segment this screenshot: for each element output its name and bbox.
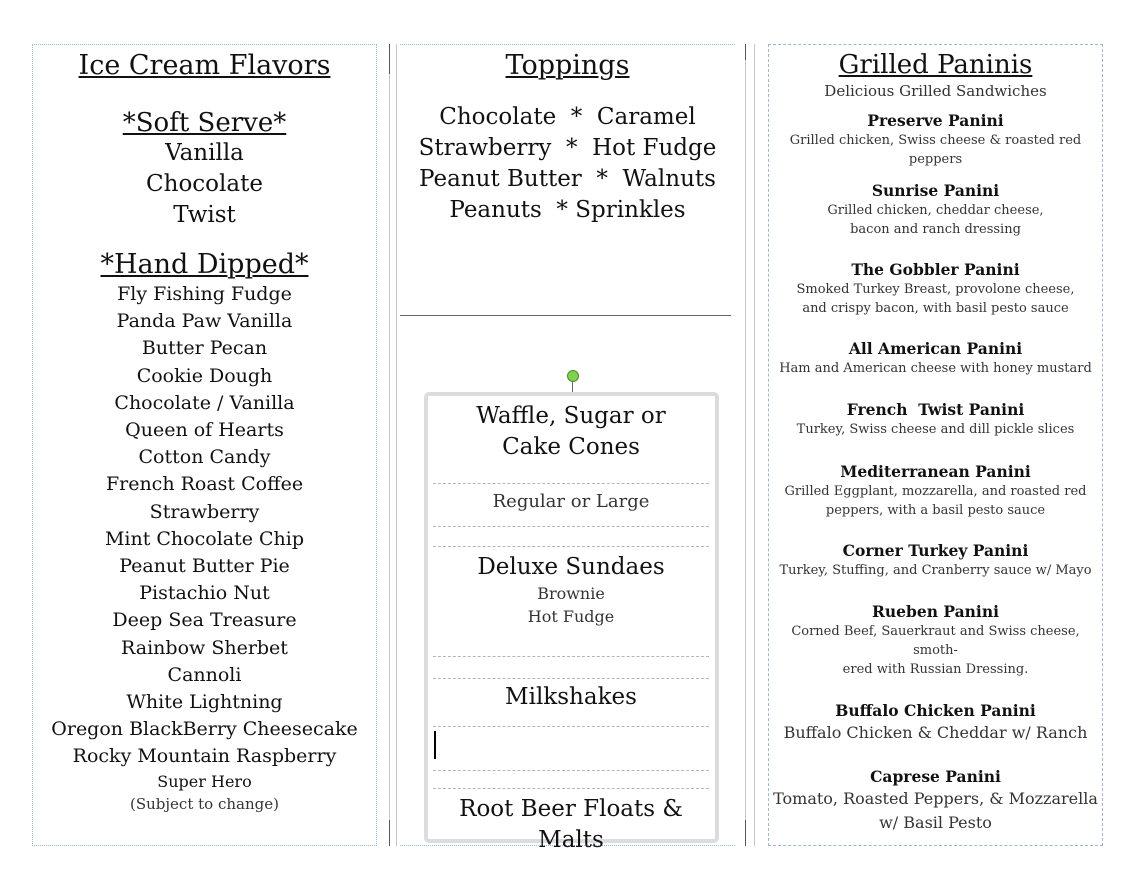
toppings-column <box>400 50 735 226</box>
panini-item <box>768 400 1103 439</box>
soft-serve-list <box>32 138 377 231</box>
ice-cream-column <box>32 50 377 815</box>
toppings-title: Toppings <box>505 50 630 81</box>
guide-line-right-c <box>745 820 746 846</box>
guide-line-right-d <box>754 44 755 846</box>
panini-desc: Grilled chicken, cheddar cheese, <box>827 203 1044 218</box>
panini-desc: Grilled Eggplant, mozzarella, and roasted red <box>784 484 1087 499</box>
panini-item <box>768 339 1103 378</box>
cones-section <box>433 401 709 463</box>
flavor-item: French Roast Coffee <box>105 473 304 496</box>
panini-desc: and crispy bacon, with basil pesto sauce <box>802 301 1069 316</box>
flavor-item: Oregon BlackBerry Cheesecake <box>51 718 358 741</box>
paninis-title: Grilled Paninis <box>838 50 1033 80</box>
panini-desc: peppers, with a basil pesto sauce <box>825 503 1046 518</box>
hand-dipped-heading: *Hand Dipped* <box>100 249 309 280</box>
box-divider <box>433 546 709 547</box>
panini-item <box>768 111 1103 169</box>
flavor-item: Deep Sea Treasure <box>112 609 297 632</box>
flavor-item: Strawberry <box>149 500 260 523</box>
guide-line-left-c <box>389 820 390 846</box>
panini-desc: Turkey, Stuffing, and Cranberry sauce w/ Mayo <box>779 563 1092 578</box>
sundaes-section <box>433 552 709 628</box>
flavor-item: Queen of Hearts <box>125 419 284 442</box>
guide-line-left-d <box>396 44 397 846</box>
sundaes-title: Deluxe Sundaes <box>477 554 665 580</box>
guide-line-left-a <box>389 44 390 74</box>
panini-name: Preserve Panini <box>867 111 1004 130</box>
flavor-item: Rocky Mountain Raspberry <box>72 745 337 768</box>
panini-item <box>768 701 1103 745</box>
soft-serve-heading: *Soft Serve* <box>122 108 287 138</box>
panini-desc: Ham and American cheese with honey mustard <box>779 361 1092 376</box>
panini-name: Corner Turkey Panini <box>842 541 1029 560</box>
guide-line-right-b <box>745 60 746 846</box>
ice-cream-title: Ice Cream Flavors <box>78 50 331 81</box>
soft-serve-item: Chocolate <box>146 171 263 197</box>
flavor-item: White Lightning <box>126 691 283 714</box>
topping-line: Chocolate * Caramel <box>439 104 696 130</box>
flavor-item: Panda Paw Vanilla <box>116 310 293 333</box>
panini-name: All American Panini <box>848 339 1023 358</box>
sundae-item: Brownie <box>537 584 605 603</box>
panini-item <box>768 541 1103 580</box>
topping-line: Strawberry * Hot Fudge <box>418 135 717 161</box>
panini-desc: Grilled chicken, Swiss cheese & roasted red peppers <box>789 133 1082 167</box>
box-divider <box>433 726 709 727</box>
guide-line-left-b <box>389 74 390 846</box>
soft-serve-item: Twist <box>173 202 236 228</box>
rotate-handle[interactable] <box>567 370 579 382</box>
flavor-item: Fly Fishing Fudge <box>117 283 292 305</box>
panini-name: Caprese Panini <box>870 767 1001 786</box>
flavor-item: Rainbow Sherbet <box>121 636 288 659</box>
subject-to-change-note: (Subject to change) <box>130 794 279 813</box>
panini-name: Buffalo Chicken Panini <box>835 701 1036 720</box>
box-divider <box>433 788 709 789</box>
paninis-column <box>768 50 1103 835</box>
sundae-item: Hot Fudge <box>527 607 615 626</box>
floats-text: Root Beer Floats & Malts <box>459 796 683 853</box>
flavor-item: Cotton Candy <box>138 446 271 469</box>
panini-desc: bacon and ranch dressing <box>850 222 1021 237</box>
paninis-subtitle: Delicious Grilled Sandwiches <box>824 82 1047 100</box>
panini-item <box>768 260 1103 318</box>
topping-line: Peanut Butter * Walnuts <box>419 166 716 192</box>
topping-line: Peanuts * Sprinkles <box>449 197 686 223</box>
panini-desc: w/ Basil Pesto <box>879 813 992 832</box>
box-divider <box>433 770 709 771</box>
panini-desc: ered with Russian Dressing. <box>842 662 1029 677</box>
flavor-item: Pistachio Nut <box>139 582 270 605</box>
flavor-item: Cannoli <box>167 663 242 686</box>
text-cursor <box>434 731 436 759</box>
panini-item <box>768 181 1103 239</box>
box-divider <box>433 483 709 484</box>
flavor-item: Peanut Butter Pie <box>119 555 290 578</box>
box-divider <box>433 656 709 657</box>
flavor-item: Chocolate / Vanilla <box>114 391 295 414</box>
panini-name: Sunrise Panini <box>871 181 1000 200</box>
panini-name: Mediterranean Panini <box>840 462 1031 481</box>
panini-item <box>768 462 1103 520</box>
flavor-item: Butter Pecan <box>141 337 268 360</box>
panini-name: The Gobbler Panini <box>851 260 1020 279</box>
box-divider <box>433 678 709 679</box>
guide-line-right-a <box>745 44 746 60</box>
hand-dipped-list <box>32 281 377 771</box>
rotate-handle-stem <box>572 381 573 392</box>
milkshakes-text: Milkshakes <box>505 684 637 710</box>
cones-line-1: Waffle, Sugar or <box>476 403 666 429</box>
toppings-divider <box>400 315 731 316</box>
panini-desc: Smoked Turkey Breast, provolone cheese, <box>796 282 1075 297</box>
cones-text-box[interactable] <box>424 392 719 853</box>
panini-desc: Corned Beef, Sauerkraut and Swiss cheese, smoth- <box>791 624 1080 658</box>
box-divider <box>433 526 709 527</box>
super-hero-flavor: Super Hero <box>157 771 252 791</box>
panini-name: Rueben Panini <box>872 602 999 621</box>
panini-item <box>768 602 1103 679</box>
sizes-text: Regular or Large <box>492 491 650 512</box>
panini-desc: Turkey, Swiss cheese and dill pickle slices <box>796 422 1075 437</box>
panini-name: French Twist Panini <box>846 400 1025 419</box>
flavor-item: Cookie Dough <box>136 364 273 387</box>
flavor-item: Mint Chocolate Chip <box>104 527 305 550</box>
cones-line-2: Cake Cones <box>502 434 640 460</box>
soft-serve-item: Vanilla <box>165 140 244 166</box>
panini-desc: Buffalo Chicken & Cheddar w/ Ranch <box>783 723 1088 742</box>
panini-desc: Tomato, Roasted Peppers, & Mozzarella <box>773 789 1098 808</box>
panini-item <box>768 767 1103 835</box>
